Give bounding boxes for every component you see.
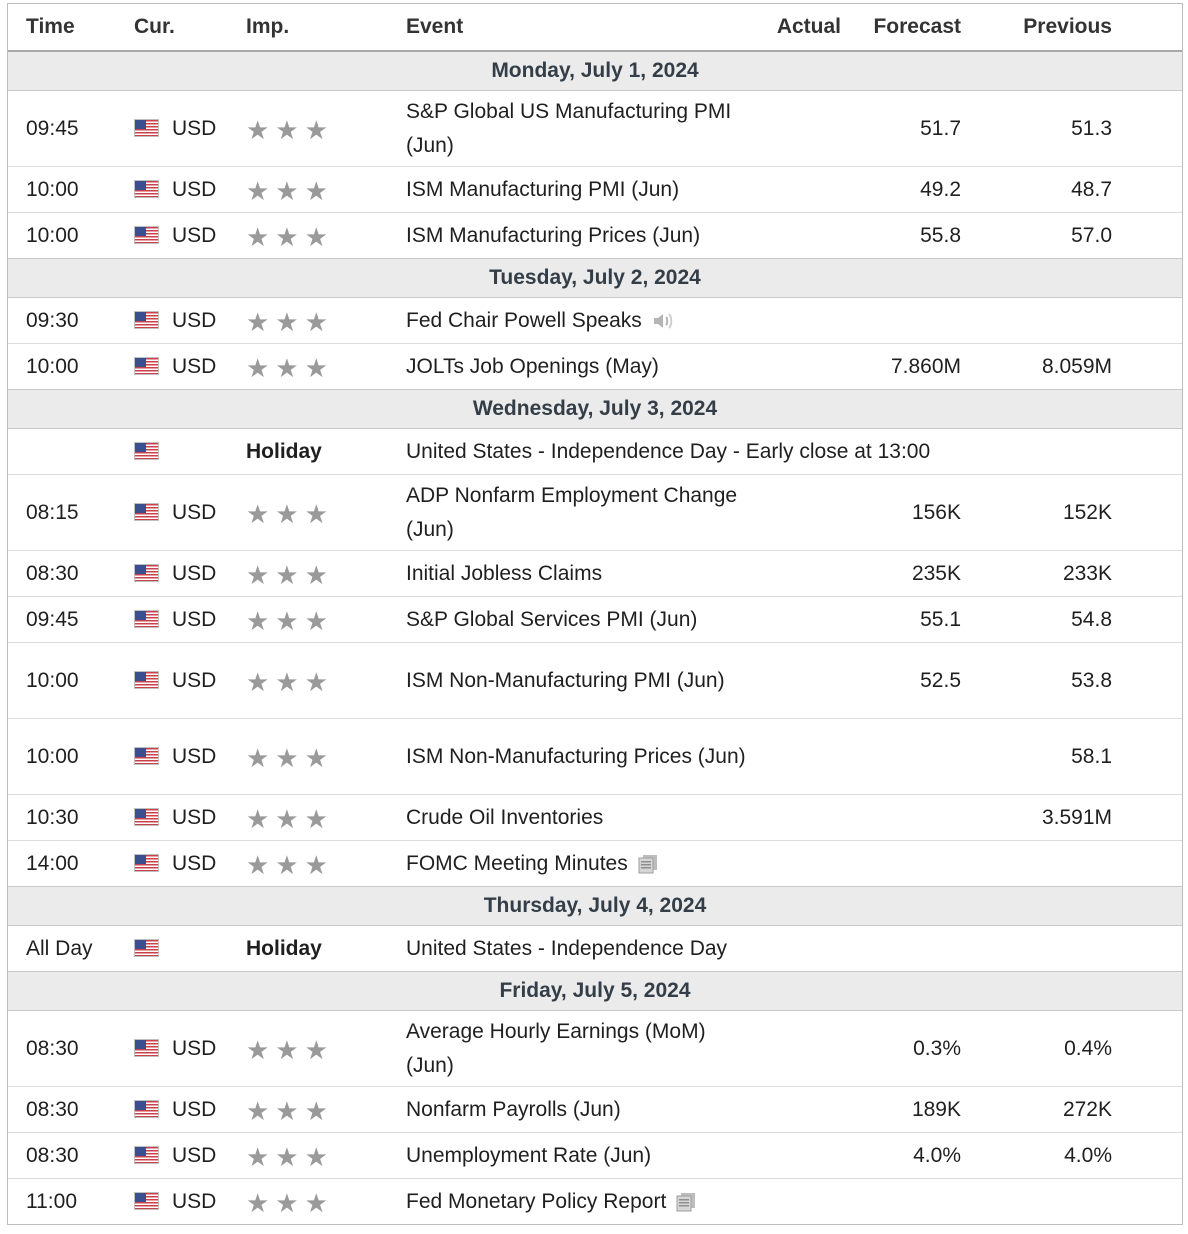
event-time: All Day — [8, 926, 134, 972]
event-currency: USD — [172, 354, 217, 378]
event-row[interactable] — [8, 1133, 1182, 1179]
us-flag-icon — [134, 610, 159, 628]
event-importance-cell — [246, 551, 406, 597]
event-currency-cell — [134, 298, 246, 344]
importance-stars-icon: ★★★ — [246, 559, 334, 590]
event-row[interactable] — [8, 213, 1182, 259]
us-flag-icon — [134, 671, 159, 689]
header-forecast[interactable]: Forecast — [841, 4, 961, 51]
day-date: Monday, July 1, 2024 — [8, 51, 1182, 91]
event-actual — [756, 475, 841, 551]
event-name[interactable]: ISM Manufacturing Prices (Jun) — [406, 223, 701, 247]
event-time: 08:15 — [8, 475, 134, 551]
event-importance-cell — [246, 1087, 406, 1133]
event-actual — [756, 213, 841, 259]
header-spacer — [1112, 4, 1182, 51]
event-currency-cell — [134, 91, 246, 167]
event-name-cell — [406, 551, 756, 597]
header-actual[interactable]: Actual — [756, 4, 841, 51]
importance-stars-icon: ★★★ — [246, 1187, 334, 1218]
holiday-label: Holiday — [246, 936, 322, 960]
us-flag-icon — [134, 226, 159, 244]
document-icon[interactable] — [666, 1190, 696, 1213]
event-row[interactable] — [8, 719, 1182, 795]
event-name[interactable]: Nonfarm Payrolls (Jun) — [406, 1097, 621, 1121]
row-spacer — [1112, 719, 1182, 795]
event-name[interactable]: FOMC Meeting Minutes — [406, 851, 628, 875]
event-time: 08:30 — [8, 1087, 134, 1133]
event-importance-cell — [246, 475, 406, 551]
event-currency-cell — [134, 344, 246, 390]
header-currency[interactable]: Cur. — [134, 4, 246, 51]
event-currency: USD — [172, 308, 217, 332]
event-time: 10:30 — [8, 795, 134, 841]
economic-calendar — [7, 3, 1183, 1225]
day-header-row — [8, 887, 1182, 926]
day-header-row — [8, 51, 1182, 91]
event-currency: USD — [172, 1097, 217, 1121]
event-row[interactable] — [8, 429, 1182, 475]
event-currency-cell — [134, 475, 246, 551]
event-name[interactable]: S&P Global US Manufacturing PMI (Jun) — [406, 99, 732, 157]
event-forecast: 55.8 — [841, 213, 961, 259]
event-forecast: 235K — [841, 551, 961, 597]
us-flag-icon — [134, 747, 159, 765]
event-importance-cell — [246, 643, 406, 719]
event-row[interactable] — [8, 926, 1182, 972]
event-row[interactable] — [8, 475, 1182, 551]
row-spacer — [1112, 1011, 1182, 1087]
event-name-cell — [406, 1087, 756, 1133]
us-flag-icon — [134, 1039, 159, 1057]
event-name[interactable]: Initial Jobless Claims — [406, 561, 603, 585]
event-currency: USD — [172, 851, 217, 875]
event-row[interactable] — [8, 1179, 1182, 1225]
event-name[interactable]: Fed Monetary Policy Report — [406, 1189, 667, 1213]
event-importance-cell — [246, 1011, 406, 1087]
event-importance-cell — [246, 719, 406, 795]
event-name[interactable]: Unemployment Rate (Jun) — [406, 1143, 652, 1167]
event-name-cell — [406, 643, 756, 719]
us-flag-icon — [134, 357, 159, 375]
importance-stars-icon: ★★★ — [246, 1095, 334, 1126]
event-time: 08:30 — [8, 1133, 134, 1179]
event-importance-cell — [246, 298, 406, 344]
event-time: 10:00 — [8, 213, 134, 259]
event-currency: USD — [172, 561, 217, 585]
us-flag-icon — [134, 564, 159, 582]
row-spacer — [1112, 643, 1182, 719]
event-name[interactable]: Crude Oil Inventories — [406, 805, 604, 829]
importance-stars-icon: ★★★ — [246, 498, 334, 529]
row-spacer — [1112, 91, 1182, 167]
us-flag-icon — [134, 442, 159, 460]
importance-stars-icon: ★★★ — [246, 605, 334, 636]
event-row[interactable] — [8, 597, 1182, 643]
us-flag-icon — [134, 854, 159, 872]
day-header-row — [8, 259, 1182, 298]
event-previous: 8.059M — [961, 344, 1112, 390]
importance-stars-icon: ★★★ — [246, 175, 334, 206]
calendar-table — [8, 4, 1182, 1224]
event-importance-cell — [246, 1133, 406, 1179]
importance-stars-icon: ★★★ — [246, 849, 334, 880]
event-time: 09:45 — [8, 91, 134, 167]
event-currency: USD — [172, 607, 217, 631]
event-previous: 3.591M — [961, 795, 1112, 841]
us-flag-icon — [134, 939, 159, 957]
event-actual — [756, 795, 841, 841]
event-previous — [961, 298, 1112, 344]
event-name-cell — [406, 298, 756, 344]
event-currency-cell — [134, 167, 246, 213]
row-spacer — [1112, 795, 1182, 841]
event-forecast: 7.860M — [841, 344, 961, 390]
event-currency-cell — [134, 1087, 246, 1133]
importance-stars-icon: ★★★ — [246, 1034, 334, 1065]
importance-stars-icon: ★★★ — [246, 803, 334, 834]
event-currency: USD — [172, 116, 217, 140]
event-previous: 53.8 — [961, 643, 1112, 719]
event-forecast — [841, 1179, 961, 1225]
event-name[interactable]: United States - Independence Day — [406, 936, 728, 960]
importance-stars-icon: ★★★ — [246, 352, 334, 383]
event-previous: 48.7 — [961, 167, 1112, 213]
event-actual — [756, 1087, 841, 1133]
event-currency: USD — [172, 1036, 217, 1060]
row-spacer — [1112, 213, 1182, 259]
event-actual — [756, 344, 841, 390]
event-previous: 57.0 — [961, 213, 1112, 259]
event-importance-cell — [246, 213, 406, 259]
event-time: 09:45 — [8, 597, 134, 643]
event-currency-cell — [134, 551, 246, 597]
row-spacer — [1112, 298, 1182, 344]
event-currency: USD — [172, 223, 217, 247]
event-row[interactable] — [8, 344, 1182, 390]
event-importance-cell — [246, 429, 406, 475]
event-forecast: 156K — [841, 475, 961, 551]
event-importance-cell — [246, 1179, 406, 1225]
event-previous — [961, 841, 1112, 887]
importance-stars-icon: ★★★ — [246, 1141, 334, 1172]
event-currency: USD — [172, 1143, 217, 1167]
event-previous: 233K — [961, 551, 1112, 597]
event-name[interactable]: Average Hourly Earnings (MoM) (Jun) — [406, 1019, 706, 1077]
event-name-cell — [406, 344, 756, 390]
event-importance-cell — [246, 841, 406, 887]
event-currency-cell — [134, 1133, 246, 1179]
event-time: 10:00 — [8, 167, 134, 213]
event-actual — [756, 597, 841, 643]
us-flag-icon — [134, 1100, 159, 1118]
row-spacer — [1112, 1133, 1182, 1179]
us-flag-icon — [134, 180, 159, 198]
holiday-label: Holiday — [246, 439, 322, 463]
day-header-row — [8, 972, 1182, 1011]
event-currency-cell — [134, 1179, 246, 1225]
event-actual — [756, 643, 841, 719]
event-name[interactable]: S&P Global Services PMI (Jun) — [406, 607, 698, 631]
event-actual — [756, 719, 841, 795]
event-forecast: 0.3% — [841, 1011, 961, 1087]
event-importance-cell — [246, 597, 406, 643]
event-name[interactable]: Fed Chair Powell Speaks — [406, 308, 642, 332]
header-previous[interactable]: Previous — [961, 4, 1112, 51]
event-actual — [756, 1133, 841, 1179]
event-name-cell — [406, 719, 756, 795]
event-forecast: 52.5 — [841, 643, 961, 719]
row-spacer — [1112, 1179, 1182, 1225]
event-currency: USD — [172, 177, 217, 201]
row-spacer — [1112, 597, 1182, 643]
event-actual — [756, 167, 841, 213]
event-currency-cell — [134, 213, 246, 259]
event-actual — [756, 1011, 841, 1087]
row-spacer — [1112, 475, 1182, 551]
day-date: Wednesday, July 3, 2024 — [8, 390, 1182, 429]
event-row[interactable] — [8, 841, 1182, 887]
day-date: Friday, July 5, 2024 — [8, 972, 1182, 1011]
event-name[interactable]: United States - Independence Day - Early close at 13:00 — [406, 439, 931, 463]
header-event[interactable]: Event — [406, 4, 756, 51]
event-currency-cell — [134, 1011, 246, 1087]
event-name-cell — [406, 795, 756, 841]
event-forecast: 51.7 — [841, 91, 961, 167]
event-currency: USD — [172, 668, 217, 692]
event-currency: USD — [172, 805, 217, 829]
event-currency-cell — [134, 643, 246, 719]
event-name-cell — [406, 167, 756, 213]
event-actual — [756, 841, 841, 887]
day-header-row — [8, 390, 1182, 429]
event-currency: USD — [172, 1189, 217, 1213]
event-name[interactable]: ISM Manufacturing PMI (Jun) — [406, 177, 680, 201]
event-name[interactable]: JOLTs Job Openings (May) — [406, 354, 659, 378]
event-forecast — [841, 719, 961, 795]
event-previous: 54.8 — [961, 597, 1112, 643]
event-currency-cell — [134, 429, 246, 475]
row-spacer — [1112, 551, 1182, 597]
event-importance-cell — [246, 91, 406, 167]
header-time[interactable]: Time — [8, 4, 134, 51]
event-row[interactable] — [8, 167, 1182, 213]
event-time: 10:00 — [8, 643, 134, 719]
us-flag-icon — [134, 808, 159, 826]
header-row — [8, 4, 1182, 51]
day-date: Thursday, July 4, 2024 — [8, 887, 1182, 926]
event-time: 09:30 — [8, 298, 134, 344]
event-actual — [756, 551, 841, 597]
event-actual — [756, 91, 841, 167]
row-spacer — [1112, 1087, 1182, 1133]
event-name-cell — [406, 841, 756, 887]
event-name[interactable]: ISM Non-Manufacturing PMI (Jun) — [406, 668, 725, 692]
importance-stars-icon: ★★★ — [246, 306, 334, 337]
event-actual — [756, 1179, 841, 1225]
event-currency-cell — [134, 795, 246, 841]
calendar-body — [8, 51, 1182, 1224]
event-row[interactable] — [8, 298, 1182, 344]
event-time: 11:00 — [8, 1179, 134, 1225]
us-flag-icon — [134, 311, 159, 329]
event-currency-cell — [134, 597, 246, 643]
event-importance-cell — [246, 795, 406, 841]
event-time: 10:00 — [8, 344, 134, 390]
row-spacer — [1112, 841, 1182, 887]
event-currency-cell — [134, 926, 246, 972]
us-flag-icon — [134, 1146, 159, 1164]
event-actual — [756, 298, 841, 344]
event-time: 14:00 — [8, 841, 134, 887]
event-forecast — [841, 795, 961, 841]
event-currency: USD — [172, 744, 217, 768]
row-spacer — [1112, 344, 1182, 390]
us-flag-icon — [134, 119, 159, 137]
document-icon[interactable] — [628, 852, 658, 875]
event-name-cell — [406, 213, 756, 259]
event-previous: 152K — [961, 475, 1112, 551]
us-flag-icon — [134, 503, 159, 521]
event-forecast — [841, 841, 961, 887]
event-importance-cell — [246, 344, 406, 390]
event-row[interactable] — [8, 91, 1182, 167]
event-name-cell — [406, 91, 756, 167]
event-time — [8, 429, 134, 475]
event-importance-cell — [246, 926, 406, 972]
event-time: 08:30 — [8, 551, 134, 597]
event-time: 08:30 — [8, 1011, 134, 1087]
event-forecast: 4.0% — [841, 1133, 961, 1179]
event-name-cell — [406, 475, 756, 551]
header-importance[interactable]: Imp. — [246, 4, 406, 51]
event-name[interactable]: ISM Non-Manufacturing Prices (Jun) — [406, 744, 746, 768]
event-name-cell — [406, 429, 1182, 475]
event-name-cell — [406, 1179, 756, 1225]
importance-stars-icon: ★★★ — [246, 742, 334, 773]
event-previous — [961, 1179, 1112, 1225]
row-spacer — [1112, 167, 1182, 213]
event-currency-cell — [134, 841, 246, 887]
event-name-cell — [406, 1011, 756, 1087]
event-row[interactable] — [8, 643, 1182, 719]
event-previous: 4.0% — [961, 1133, 1112, 1179]
event-forecast: 189K — [841, 1087, 961, 1133]
event-name[interactable]: ADP Nonfarm Employment Change (Jun) — [406, 483, 738, 541]
event-row[interactable] — [8, 1087, 1182, 1133]
speaker-icon[interactable] — [642, 309, 674, 332]
event-name-cell — [406, 1133, 756, 1179]
event-previous: 0.4% — [961, 1011, 1112, 1087]
event-currency: USD — [172, 500, 217, 524]
importance-stars-icon: ★★★ — [246, 114, 334, 145]
event-row[interactable] — [8, 1011, 1182, 1087]
event-importance-cell — [246, 167, 406, 213]
importance-stars-icon: ★★★ — [246, 221, 334, 252]
event-name-cell — [406, 926, 1182, 972]
us-flag-icon — [134, 1192, 159, 1210]
event-previous: 272K — [961, 1087, 1112, 1133]
event-forecast: 49.2 — [841, 167, 961, 213]
event-row[interactable] — [8, 551, 1182, 597]
event-previous: 58.1 — [961, 719, 1112, 795]
event-currency-cell — [134, 719, 246, 795]
event-forecast: 55.1 — [841, 597, 961, 643]
event-row[interactable] — [8, 795, 1182, 841]
event-previous: 51.3 — [961, 91, 1112, 167]
day-date: Tuesday, July 2, 2024 — [8, 259, 1182, 298]
event-name-cell — [406, 597, 756, 643]
importance-stars-icon: ★★★ — [246, 666, 334, 697]
event-forecast — [841, 298, 961, 344]
event-time: 10:00 — [8, 719, 134, 795]
